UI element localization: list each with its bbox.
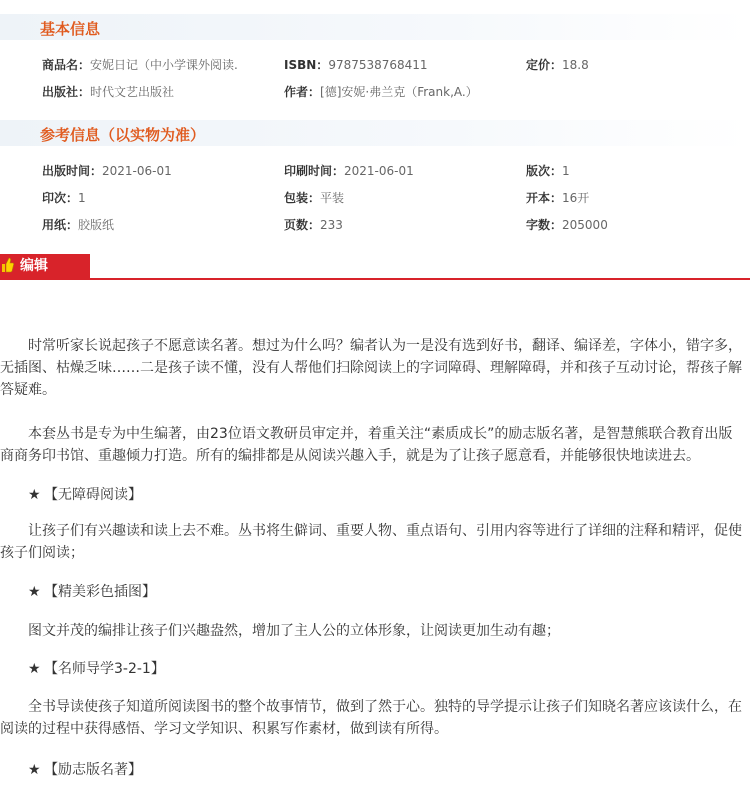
reference-info-header: [0, 120, 750, 146]
heading-guide: [28, 658, 165, 680]
field-key: 页数：: [284, 218, 321, 232]
heading-text: 【名师导学3-2-1】: [44, 661, 165, 677]
field-value: 16开: [562, 191, 590, 205]
field-value: 1: [562, 164, 570, 178]
paper-field: [42, 216, 114, 233]
star-icon: ★: [28, 487, 41, 503]
field-key: 开本：: [526, 191, 563, 205]
field-key: 出版社：: [42, 85, 91, 99]
print-date-field: [284, 162, 414, 179]
field-value: 18.8: [562, 58, 589, 72]
field-key: 用纸：: [42, 218, 79, 232]
heading-inspirational: [28, 759, 142, 781]
field-value: 安妮日记（中小学课外阅读.: [90, 58, 238, 72]
price-field: [526, 56, 589, 73]
heading-barrier-free: [28, 484, 142, 506]
barrier-free-paragraph: 让孩子们有兴趣读和读上去不难。丛书将生僻词、重要人物、重点语句、引用内容等进行了详细的注释和精评，促使孩子们阅读；: [0, 523, 742, 561]
editor-tab-bar: [0, 254, 750, 280]
author-field: [284, 83, 478, 100]
tab-underline: [0, 278, 750, 280]
pages-field: [284, 216, 343, 233]
field-value: 1: [78, 191, 86, 205]
field-key: 定价：: [526, 58, 563, 72]
basic-info-header: [0, 14, 750, 40]
heading-text: 【精美彩色插图】: [44, 584, 156, 600]
publish-date-field: [42, 162, 172, 179]
field-value: [德]安妮·弗兰克（Frank,A.）: [320, 85, 478, 99]
star-icon: ★: [28, 762, 41, 778]
edition-field: [526, 162, 570, 179]
basic-info-title: 基本信息: [40, 20, 101, 38]
field-value: 2021-06-01: [102, 164, 172, 178]
guide-paragraph: 全书导读使孩子知道所阅读图书的整个故事情节，做到了然于心。独特的导学提示让孩子们知晓名著应该读什么，在阅读的过程中获得感悟、学习文学知识、积累写作素材，做到读有所得。: [0, 699, 742, 737]
publisher-field: [42, 83, 174, 100]
field-value: 平装: [320, 191, 345, 205]
field-key: 印刷时间：: [284, 164, 345, 178]
field-key: ISBN：: [284, 58, 329, 72]
field-key: 商品名：: [42, 58, 91, 72]
editor-tab[interactable]: [0, 254, 90, 278]
heading-text: 【励志版名著】: [44, 762, 142, 778]
field-value: 205000: [562, 218, 608, 232]
series-paragraph: 本套丛书是专为中生编著，由23位语文教研员审定并，着重关注“素质成长”的励志版名著，是智慧熊联合教育出版商商务印书馆、重趣倾力打造。所有的编排都是从阅读兴趣入手，就是为了让孩子愿意看，并能够很快地读进去。: [0, 426, 733, 464]
reference-info-title: 参考信息（以实物为准）: [40, 126, 206, 144]
print-count-field: [42, 189, 86, 206]
thumbs-up-icon: [2, 257, 14, 273]
field-key: 字数：: [526, 218, 563, 232]
word-count-field: [526, 216, 608, 233]
field-key: 出版时间：: [42, 164, 103, 178]
star-icon: ★: [28, 584, 41, 600]
product-name-field: [42, 56, 238, 73]
isbn-field: [284, 56, 428, 73]
field-value: 胶版纸: [78, 218, 115, 232]
field-key: 版次：: [526, 164, 563, 178]
heading-illustrations: [28, 581, 156, 603]
field-key: 包装：: [284, 191, 321, 205]
field-value: 9787538768411: [328, 58, 428, 72]
star-icon: ★: [28, 661, 41, 677]
illustrations-paragraph: 图文并茂的编排让孩子们兴趣盎然，增加了主人公的立体形象，让阅读更加生动有趣；: [28, 623, 560, 639]
field-value: 233: [320, 218, 343, 232]
binding-field: [284, 189, 344, 206]
format-field: [526, 189, 589, 206]
editor-tab-label: 编辑: [20, 258, 48, 274]
heading-text: 【无障碍阅读】: [44, 487, 142, 503]
intro-paragraph: 时常听家长说起孩子不愿意读名著。想过为什么吗？编者认为一是没有选到好书，翻译、编译差，字体小，错字多，无插图、枯燥乏味……二是孩子读不懂，没有人帮他们扫除阅读上的字词障碍、理解障碍，并和孩子互动讨论，帮孩子解答疑难。: [0, 338, 742, 398]
field-key: 印次：: [42, 191, 79, 205]
field-key: 作者：: [284, 85, 321, 99]
field-value: 时代文艺出版社: [90, 85, 175, 99]
field-value: 2021-06-01: [344, 164, 414, 178]
